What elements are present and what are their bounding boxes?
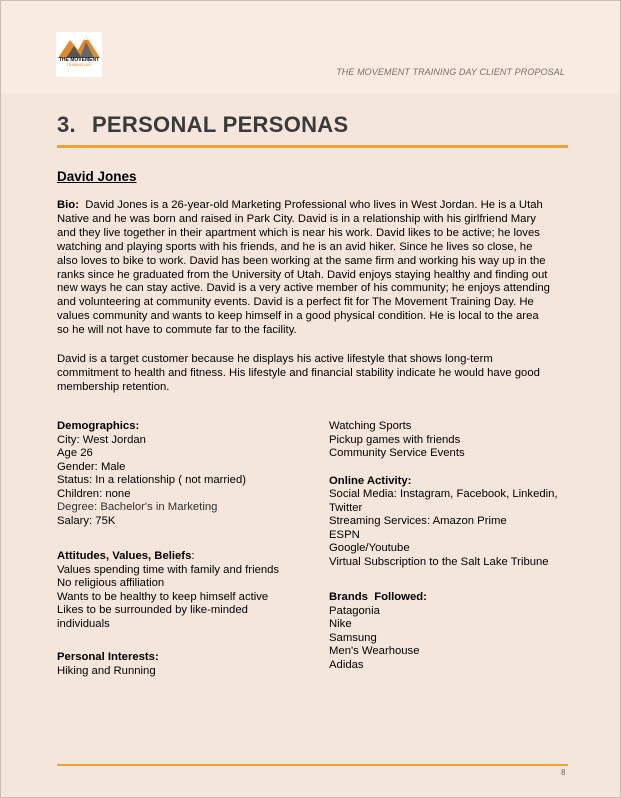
attitudes-heading: Attitudes, Values, Beliefs	[57, 550, 192, 562]
section-title-text: PERSONAL PERSONAS	[91, 112, 349, 137]
logo-subtitle: TRAINING DAY	[66, 63, 92, 67]
demographics-heading: Demographics:	[57, 420, 140, 432]
right-column	[329, 420, 559, 672]
brands-heading: Brands Followed:	[329, 591, 427, 603]
demographics-item: Degree: Bachelor's in Marketing	[57, 501, 218, 513]
persona-name: David Jones	[57, 169, 137, 184]
bio-paragraph	[57, 199, 551, 338]
footer-divider	[57, 764, 568, 766]
demographics-item: Salary: 75K	[57, 514, 116, 527]
demographics-item: Gender: Male	[57, 460, 126, 473]
interests-item: Watching Sports	[329, 420, 412, 432]
document-title: THE MOVEMENT TRAINING DAY CLIENT PROPOSAL	[336, 67, 565, 77]
interests-item: Hiking and Running	[57, 664, 156, 677]
target-paragraph: David is a target customer because he displays his active lifestyle that shows long-term commitment to health and fitness. His lifestyle and financial stability indicate he would have good membership retention.	[57, 353, 540, 393]
online-activity-heading: Online Activity:	[329, 474, 412, 487]
interests-heading: Personal Interests:	[57, 651, 159, 663]
interests-item: Pickup games with friends	[329, 433, 461, 446]
brand-item: Adidas	[329, 658, 364, 671]
bio-text: David Jones is a 26-year-old Marketing Professional who lives in West Jordan. He is a Utah Native and he was born and raised in Park City. David is in a relationship with his girlfriend Mary and they live together in their apartment which is near his work. David likes to be active; he loves watching and playing sports with his friends, and he is an avid hiker. Since he lives so close, he also loves to bike to work. David has been working at the same firm and working his way up in the ranks since he graduated from the University of Utah. David enjoys staying healthy and finding out new ways he can stay active. David is a very active member of his community; he enjoys attending and volunteering at community events. David is a perfect fit for The Movement Training Day. He values community and wants to keep himself in a good physical condition. He is local to the area so he will not have to commute far to the facility.	[57, 199, 550, 337]
attitudes-item: Likes to be surrounded by like-minded individuals	[57, 604, 248, 630]
section-title	[57, 112, 348, 138]
bio-label: Bio:	[57, 199, 79, 211]
attitudes-heading-suffix: :	[191, 550, 195, 562]
demographics-item: Age 26	[57, 447, 93, 459]
attitudes-item: No religious affiliation	[57, 577, 165, 589]
brand-item: Samsung	[329, 631, 377, 644]
brand-item: Nike	[329, 618, 352, 630]
online-activity-item: ESPN	[329, 528, 360, 541]
online-activity-item: Streaming Services: Amazon Prime	[329, 515, 507, 527]
attitudes-heading-row	[57, 550, 297, 564]
interests-item: Community Service Events	[329, 447, 465, 459]
page-number: 8	[561, 768, 566, 777]
online-activity-item: Virtual Subscription to the Salt Lake Tribune	[329, 555, 549, 568]
mountain-icon	[56, 32, 102, 58]
company-logo	[56, 32, 102, 77]
brand-item: Men's Wearhouse	[329, 645, 420, 657]
left-column	[57, 420, 297, 678]
attitudes-item: Wants to be healthy to keep himself active	[57, 590, 269, 603]
demographics-item: Children: none	[57, 487, 131, 500]
online-activity-item: Social Media: Instagram, Facebook, Linkedin, Twitter	[329, 488, 558, 514]
logo-title: THE MOVEMENT	[58, 57, 100, 63]
demographics-item: City: West Jordan	[57, 433, 146, 446]
section-number: 3.	[57, 112, 76, 137]
attitudes-item: Values spending time with family and friends	[57, 563, 280, 576]
section-divider	[57, 145, 568, 148]
demographics-item: Status: In a relationship ( not married)	[57, 474, 246, 486]
brand-item: Patagonia	[329, 604, 380, 617]
online-activity-item: Google/Youtube	[329, 542, 410, 554]
